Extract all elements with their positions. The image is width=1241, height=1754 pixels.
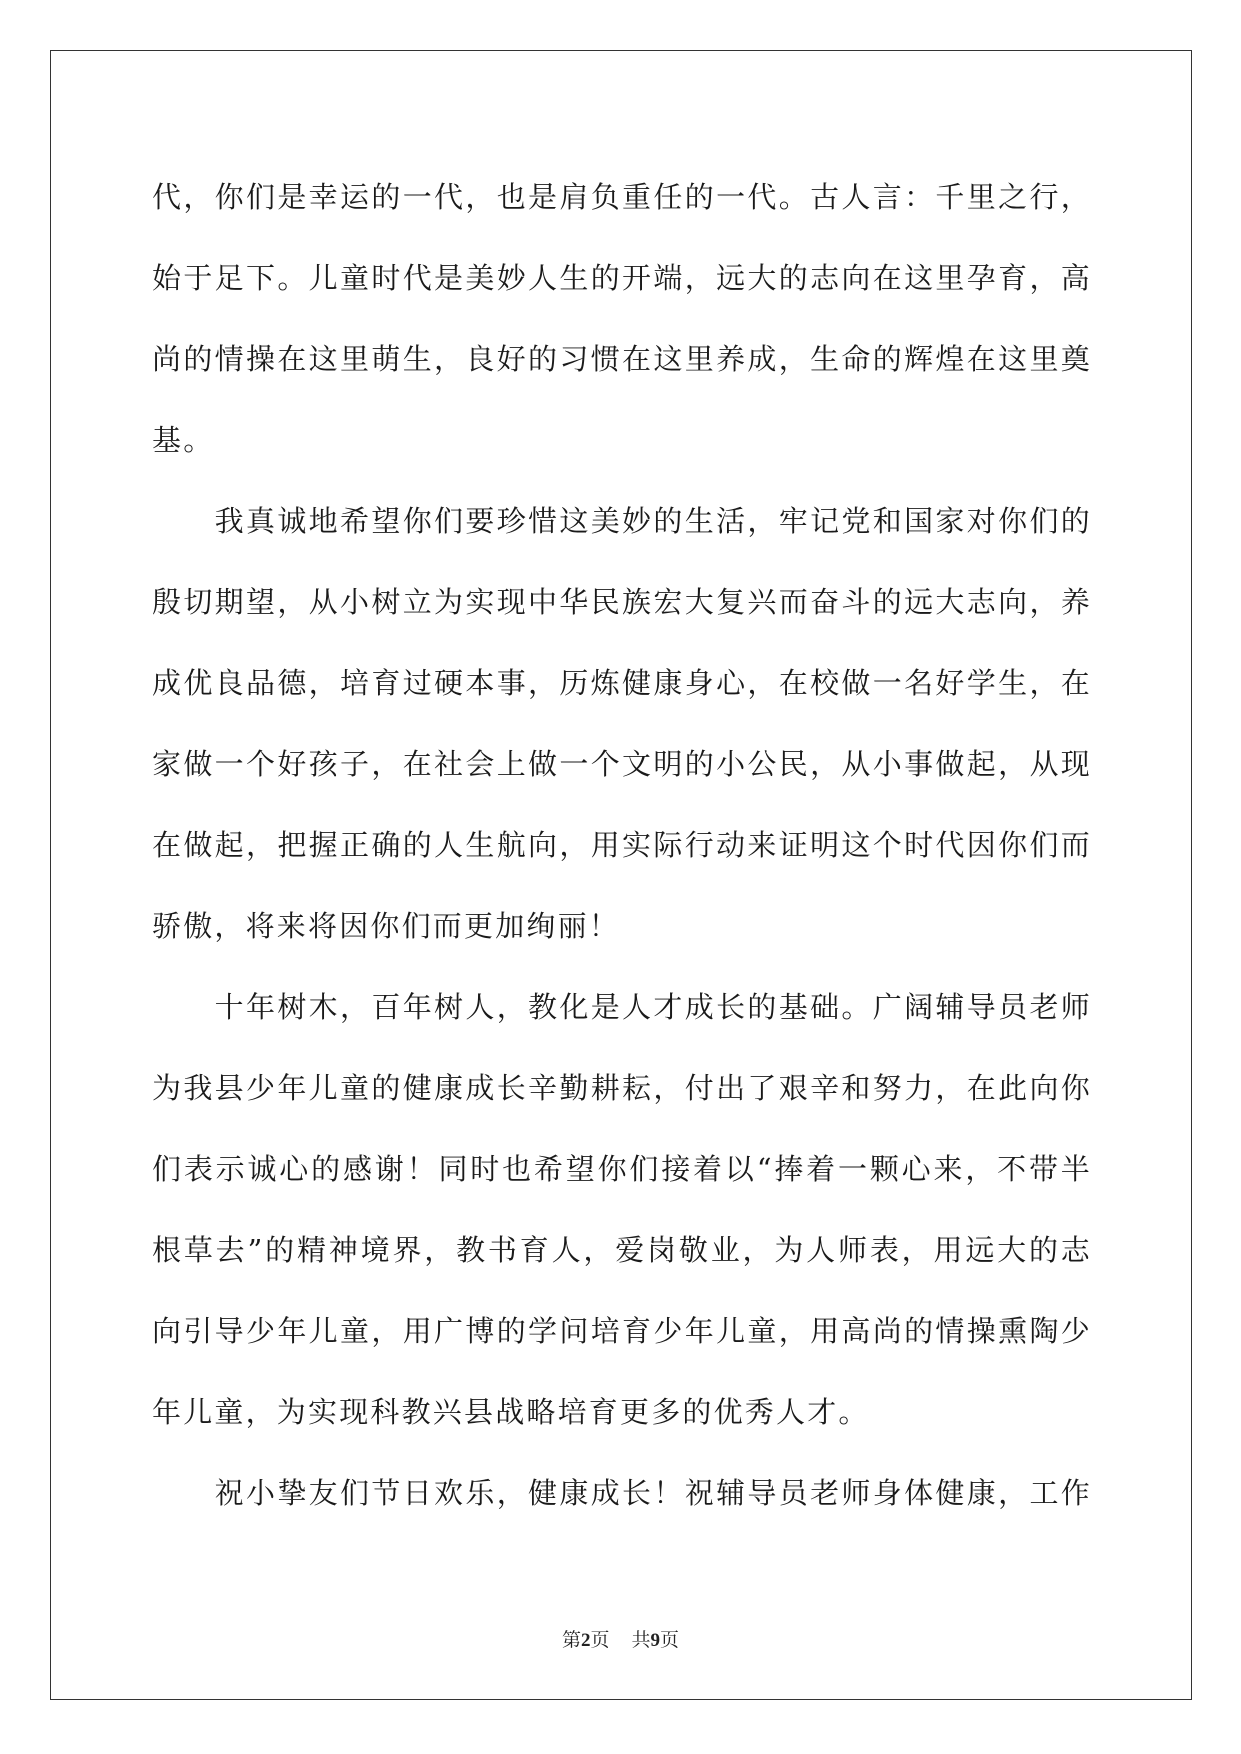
paragraph	[152, 1453, 1092, 1534]
text-line: 为我县少年儿童的健康成长辛勤耕耘，付出了艰辛和努力，在此向你	[152, 1071, 1092, 1105]
text-line: 祝小挚友们节日欢乐，健康成长！祝辅导员老师身体健康，工作	[152, 1476, 1092, 1510]
page-footer	[0, 1625, 1241, 1652]
paragraph	[152, 481, 1092, 967]
page-number: 2	[580, 1630, 591, 1651]
paragraph	[152, 157, 1092, 481]
text-line: 十年树木，百年树人，教化是人才成长的基础。广阔辅导员老师	[152, 990, 1092, 1024]
total-pages: 9	[650, 1630, 661, 1651]
text-line: 成优良品德，培育过硬本事，历炼健康身心，在校做一名好学生，在	[152, 666, 1092, 700]
text-line: 我真诚地希望你们要珍惜这美妙的生活，牢记党和国家对你们的	[152, 504, 1092, 538]
text-line: 尚的情操在这里萌生，良好的习惯在这里养成，生命的辉煌在这里奠	[152, 342, 1092, 376]
text-line: 们表示诚心的感谢！同时也希望你们接着以“捧着一颗心来，不带半	[152, 1152, 1092, 1186]
text-line: 年儿童，为实现科教兴县战略培育更多的优秀人才。	[152, 1395, 870, 1429]
text-line: 在做起，把握正确的人生航向，用实际行动来证明这个时代因你们而	[152, 828, 1092, 862]
text-line: 根草去”的精神境界，教书育人，爱岗敬业，为人师表，用远大的志	[152, 1233, 1092, 1267]
total-label-suffix: 页	[660, 1630, 680, 1651]
text-line: 骄傲，将来将因你们而更加绚丽！	[152, 909, 621, 943]
text-line: 基。	[152, 423, 215, 457]
text-line: 始于足下。儿童时代是美妙人生的开端，远大的志向在这里孕育，高	[152, 261, 1092, 295]
text-line: 家做一个好孩子，在社会上做一个文明的小公民，从小事做起，从现	[152, 747, 1092, 781]
document-body	[152, 157, 1092, 1534]
page-label-suffix: 页	[590, 1630, 610, 1651]
text-line: 殷切期望，从小树立为实现中华民族宏大复兴而奋斗的远大志向，养	[152, 585, 1092, 619]
text-line: 向引导少年儿童，用广博的学问培育少年儿童，用高尚的情操熏陶少	[152, 1314, 1092, 1348]
paragraph	[152, 967, 1092, 1453]
total-label-prefix: 共	[631, 1630, 651, 1651]
text-line: 代，你们是幸运的一代，也是肩负重任的一代。古人言：千里之行，	[152, 180, 1092, 214]
page-label-prefix: 第	[561, 1630, 581, 1651]
